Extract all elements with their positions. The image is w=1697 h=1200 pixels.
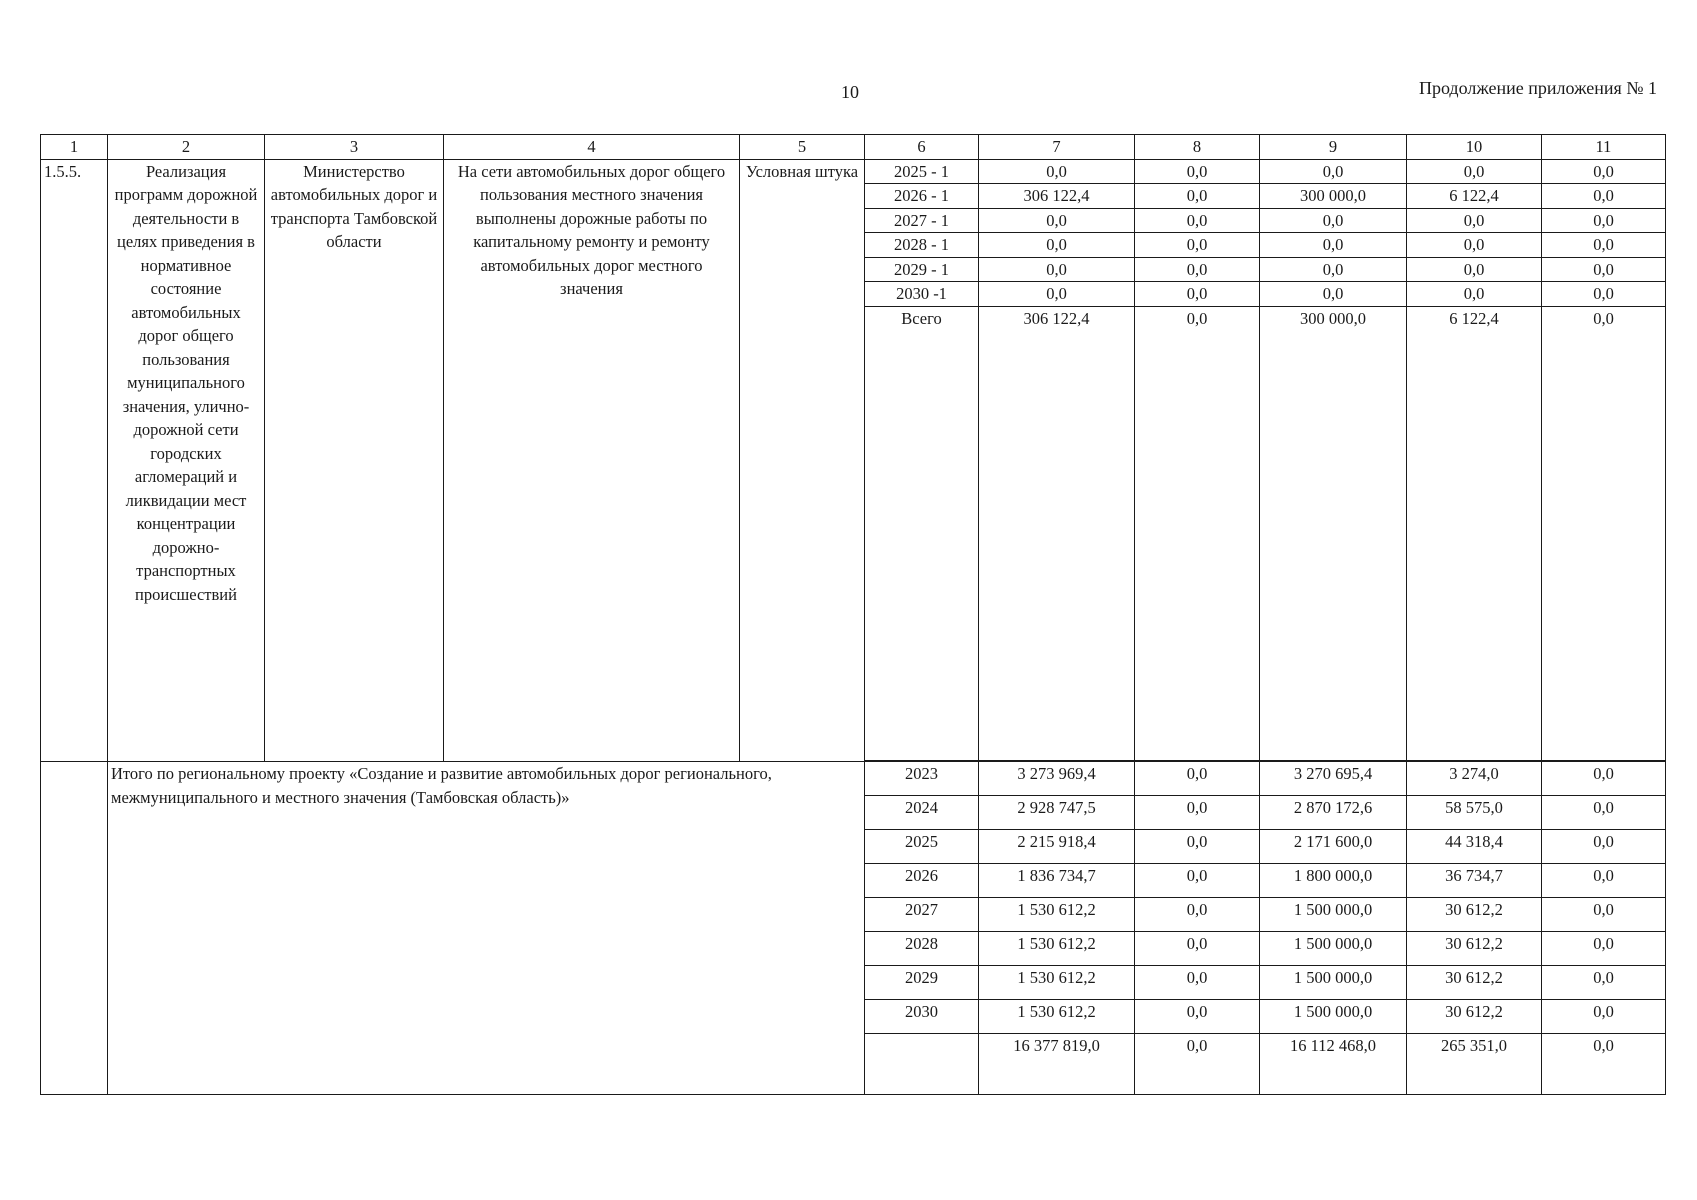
value-cell: 0,0 [1542, 932, 1666, 966]
value-cell: 0,0 [1135, 208, 1260, 233]
year-cell [865, 1034, 979, 1095]
column-header: 10 [1407, 135, 1542, 160]
value-cell: 0,0 [1542, 282, 1666, 307]
value-cell: 306 122,4 [979, 306, 1135, 330]
empty-cell [1542, 330, 1666, 761]
value-cell: 0,0 [1260, 159, 1407, 184]
column-number-row [41, 135, 1666, 160]
empty-cell [1260, 330, 1407, 761]
period-cell: 2030 -1 [865, 282, 979, 307]
value-cell: 0,0 [1542, 762, 1666, 796]
column-header: 11 [1542, 135, 1666, 160]
value-cell: 1 500 000,0 [1260, 966, 1407, 1000]
value-cell: 0,0 [1407, 282, 1542, 307]
table-row [41, 762, 1666, 796]
value-cell: 0,0 [1135, 864, 1260, 898]
value-cell: 0,0 [1135, 257, 1260, 282]
column-header: 8 [1135, 135, 1260, 160]
value-cell: 1 500 000,0 [1260, 932, 1407, 966]
value-cell: 0,0 [1542, 898, 1666, 932]
value-cell: 1 500 000,0 [1260, 898, 1407, 932]
page-number: 10 [841, 82, 859, 102]
value-cell: 6 122,4 [1407, 306, 1542, 330]
year-cell: 2030 [865, 1000, 979, 1034]
value-cell: 0,0 [1407, 233, 1542, 258]
empty-cell [41, 762, 108, 1095]
appendix-table [40, 134, 1666, 1095]
value-cell: 306 122,4 [979, 184, 1135, 209]
value-cell: 0,0 [1260, 282, 1407, 307]
column-header: 7 [979, 135, 1135, 160]
value-cell: 30 612,2 [1407, 1000, 1542, 1034]
value-cell: 3 270 695,4 [1260, 762, 1407, 796]
value-cell: 30 612,2 [1407, 966, 1542, 1000]
value-cell: 0,0 [1135, 762, 1260, 796]
empty-cell [865, 330, 979, 761]
period-cell: 2028 - 1 [865, 233, 979, 258]
value-cell: 300 000,0 [1260, 184, 1407, 209]
value-cell: 0,0 [1135, 306, 1260, 330]
value-cell: 0,0 [1407, 159, 1542, 184]
value-cell: 16 112 468,0 [1260, 1034, 1407, 1095]
empty-cell [979, 330, 1135, 761]
value-cell: 0,0 [1135, 796, 1260, 830]
column-header: 9 [1260, 135, 1407, 160]
year-cell: 2027 [865, 898, 979, 932]
table-row [41, 159, 1666, 184]
value-cell: 0,0 [979, 233, 1135, 258]
value-cell: 0,0 [979, 208, 1135, 233]
value-cell: 2 928 747,5 [979, 796, 1135, 830]
value-cell: 6 122,4 [1407, 184, 1542, 209]
value-cell: 0,0 [1542, 966, 1666, 1000]
value-cell: 44 318,4 [1407, 830, 1542, 864]
value-cell: 3 273 969,4 [979, 762, 1135, 796]
value-cell: 0,0 [1542, 184, 1666, 209]
value-cell: 58 575,0 [1407, 796, 1542, 830]
column-header: 3 [265, 135, 444, 160]
column-header: 6 [865, 135, 979, 160]
value-cell: 0,0 [1542, 830, 1666, 864]
value-cell: 0,0 [1542, 1000, 1666, 1034]
value-cell: 16 377 819,0 [979, 1034, 1135, 1095]
period-cell: 2025 - 1 [865, 159, 979, 184]
column-header: 4 [444, 135, 740, 160]
value-cell: 1 500 000,0 [1260, 1000, 1407, 1034]
year-cell: 2028 [865, 932, 979, 966]
year-cell: 2025 [865, 830, 979, 864]
value-cell: 36 734,7 [1407, 864, 1542, 898]
value-cell: 0,0 [1135, 932, 1260, 966]
value-cell: 0,0 [1542, 306, 1666, 330]
empty-cell [1135, 330, 1260, 761]
value-cell: 0,0 [1542, 208, 1666, 233]
value-cell: 2 870 172,6 [1260, 796, 1407, 830]
value-cell: 0,0 [1542, 159, 1666, 184]
value-cell: 0,0 [1260, 257, 1407, 282]
empty-cell [1407, 330, 1542, 761]
value-cell: 3 274,0 [1407, 762, 1542, 796]
value-cell: 0,0 [1135, 966, 1260, 1000]
appendix-title: Продолжение приложения № 1 [1418, 78, 1657, 98]
value-cell: 30 612,2 [1407, 898, 1542, 932]
value-cell: 265 351,0 [1407, 1034, 1542, 1095]
value-cell: 2 171 600,0 [1260, 830, 1407, 864]
value-cell: 0,0 [979, 257, 1135, 282]
value-cell: 1 800 000,0 [1260, 864, 1407, 898]
value-cell: 0,0 [1135, 282, 1260, 307]
value-cell: 0,0 [1407, 208, 1542, 233]
year-cell: 2029 [865, 966, 979, 1000]
period-cell: 2029 - 1 [865, 257, 979, 282]
period-cell: 2027 - 1 [865, 208, 979, 233]
value-cell: 0,0 [1135, 1000, 1260, 1034]
item-name: Реализация программ дорожной деятельности в целях приведения в нормативное состояние автомобильных дорог общего пользования муниципального значения, улично-дорожной сети городских агломераций и ликвидации мест концентрации дорожно-транспортных происшествий [108, 159, 265, 762]
value-cell: 0,0 [979, 159, 1135, 184]
item-result: На сети автомобильных дорог общего пользования местного значения выполнены дорожные работы по капитальному ремонту и ремонту автомобильных дорог местного значения [444, 159, 740, 762]
value-cell: 0,0 [1542, 796, 1666, 830]
value-cell: 0,0 [1135, 233, 1260, 258]
value-cell: 0,0 [1542, 864, 1666, 898]
period-cell: 2026 - 1 [865, 184, 979, 209]
value-cell: 0,0 [1135, 830, 1260, 864]
value-cell: 0,0 [1135, 159, 1260, 184]
value-cell: 1 836 734,7 [979, 864, 1135, 898]
item-unit: Условная штука [740, 159, 865, 762]
column-header: 1 [41, 135, 108, 160]
item-executor: Министерство автомобильных дорог и транспорта Тамбовской области [265, 159, 444, 762]
year-cell: 2024 [865, 796, 979, 830]
value-cell: 0,0 [1542, 233, 1666, 258]
value-cell: 300 000,0 [1260, 306, 1407, 330]
value-cell: 0,0 [979, 282, 1135, 307]
year-cell: 2026 [865, 864, 979, 898]
value-cell: 0,0 [1135, 898, 1260, 932]
value-cell: 30 612,2 [1407, 932, 1542, 966]
value-cell: 1 530 612,2 [979, 898, 1135, 932]
column-header: 2 [108, 135, 265, 160]
value-cell: 1 530 612,2 [979, 966, 1135, 1000]
column-header: 5 [740, 135, 865, 160]
value-cell: 2 215 918,4 [979, 830, 1135, 864]
value-cell: 0,0 [1135, 184, 1260, 209]
value-cell: 1 530 612,2 [979, 932, 1135, 966]
value-cell: 0,0 [1407, 257, 1542, 282]
value-cell: 0,0 [1542, 1034, 1666, 1095]
value-cell: 1 530 612,2 [979, 1000, 1135, 1034]
period-cell: Всего [865, 306, 979, 330]
value-cell: 0,0 [1260, 233, 1407, 258]
year-cell: 2023 [865, 762, 979, 796]
value-cell: 0,0 [1542, 257, 1666, 282]
item-number: 1.5.5. [41, 159, 108, 762]
value-cell: 0,0 [1260, 208, 1407, 233]
value-cell: 0,0 [1135, 1034, 1260, 1095]
regional-total-label: Итого по региональному проекту «Создание и развитие автомобильных дорог регионального, межмуниципального и местного значения (Тамбовская область)» [108, 762, 865, 1095]
